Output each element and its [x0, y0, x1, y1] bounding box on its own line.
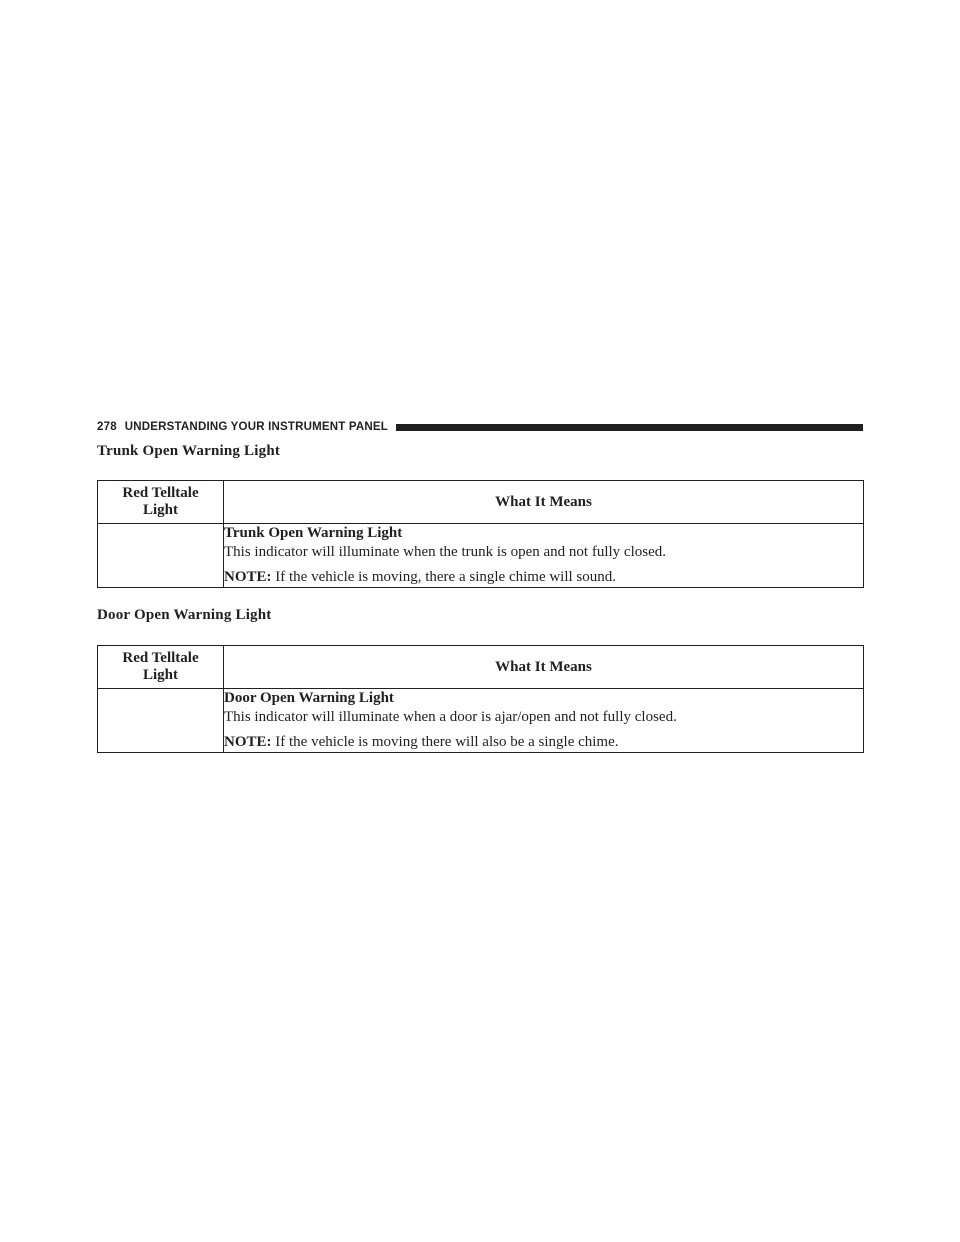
telltale-icon-cell [98, 689, 224, 753]
section-title-door: Door Open Warning Light [97, 607, 272, 623]
note-label: NOTE: [224, 569, 272, 585]
running-title: UNDERSTANDING YOUR INSTRUMENT PANEL [124, 421, 388, 433]
page-number: 278 [97, 421, 117, 433]
note-label: NOTE: [224, 734, 272, 750]
warning-note [224, 569, 616, 585]
page-header [97, 419, 863, 435]
column-header-light: Red Telltale Light [98, 646, 224, 689]
warning-name: Trunk Open Warning Light [224, 525, 403, 541]
trunk-warning-table [97, 480, 864, 588]
header-rule [396, 424, 863, 431]
warning-description: This indicator will illuminate when a door is ajar/open and not fully closed. [224, 709, 677, 725]
note-text: If the vehicle is moving there will also be a single chime. [271, 734, 619, 750]
warning-name: Door Open Warning Light [224, 690, 394, 706]
table-header-row [98, 646, 864, 689]
table-row [98, 689, 864, 753]
column-header-light: Red Telltale Light [98, 481, 224, 524]
description-cell [224, 689, 864, 753]
column-header-means: What It Means [224, 481, 864, 524]
telltale-icon-cell [98, 524, 224, 588]
warning-description: This indicator will illuminate when the trunk is open and not fully closed. [224, 544, 667, 560]
column-header-means: What It Means [224, 646, 864, 689]
table-header-row [98, 481, 864, 524]
section-title-trunk: Trunk Open Warning Light [97, 443, 281, 459]
warning-note [224, 734, 619, 750]
door-warning-table [97, 645, 864, 753]
table-row [98, 524, 864, 588]
description-cell [224, 524, 864, 588]
note-text: If the vehicle is moving, there a single chime will sound. [271, 569, 617, 585]
